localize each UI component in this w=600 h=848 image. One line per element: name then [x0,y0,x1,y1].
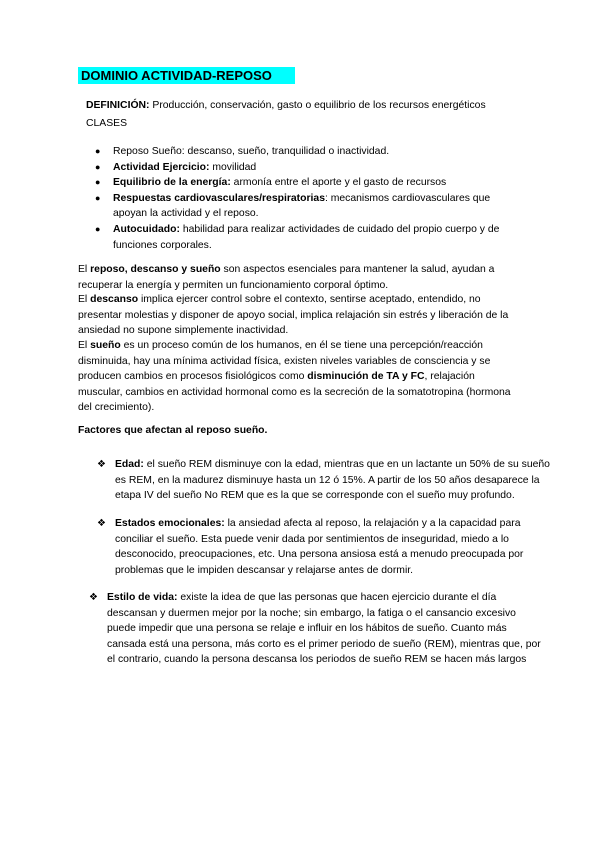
list-item: ❖ Estilo de vida: existe la idea de que las personas que hacen ejercicio durante el día descansan y duermen mejor por la noche; sin embargo, la fatiga o el cansancio excesivo puede impedir que una persona se relaje e influir en los hábitos de sueño. Cuanto más cansada está una persona, más corto es el primer periodo de sueño (REM), mientras que, por el contrario, cuando la persona descansa los periodos de sueño REM se hacen más largos [89,592,541,666]
list-item: ● Respuestas cardiovasculares/respiratorias: mecanismos cardiovasculares que apoyan la actividad y el reposo. [95,192,491,220]
paragraph-reposo: El reposo, descanso y sueño son aspectos esenciales para mantener la salud, ayudan a recuperar la energía y permiten un funcionamiento corporal óptimo. [78,264,495,291]
paragraph-descanso: El descanso implica ejercer control sobre el contexto, sentirse aceptado, entendido, no presentar molestias y disponer de apoyo social, implica relajación sin estrés y liberación de la ansiedad no supone simplemente inactividad. [78,294,509,337]
classes-list [86,144,516,253]
definition-label: DEFINICIÓN: [86,100,150,111]
factor-edad [97,457,555,504]
paragraph-sueno: El sueño es un proceso común de los humanos, en él se tiene una percepción/reacción disminuida, hay una mínima actividad física, existen niveles variables de consciencia y se producen cambios en procesos fisiológicos como disminución de TA y FC, relajación muscular, cambios en actividad hormonal como es la secreción de la somatotropina (hormona del crecimiento). [78,340,511,414]
list-item: ● Reposo Sueño: descanso, sueño, tranquilidad o inactividad. [86,144,516,160]
list-item: ● Autocuidado: habilidad para realizar actividades de cuidado del propio cuerpo y de funciones corporales. [95,223,500,251]
clases-label: CLASES [86,118,128,129]
bullet-icon: ● [95,192,101,203]
list-item: ❖ Estados emocionales: la ansiedad afecta al reposo, la relajación y a la capacidad para conciliar el sueño. Esta puede venir dada por sentimientos de inseguridad, miedo a lo desconocido, preocupaciones, etc. Una persona ansiosa está a menudo preocupada por problemas que le impiden descansar y relajarse antes de dormir. [97,518,524,576]
definition-text: Producción, conservación, gasto o equilibrio de los recursos energéticos [149,100,486,111]
list-item: ❖ Edad: el sueño REM disminuye con la edad, mientras que en un lactante un 50% de su sueño es REM, en la madurez disminuye hasta un 12 ó 15%. A partir de los 50 años desaparece la etapa IV del sueño No REM que es la que se corresponde con el sueño muy profundo. [97,459,550,502]
definition [86,98,526,114]
bullet-icon: ● [95,177,101,188]
diamond-bullet-icon: ❖ [97,518,106,529]
page-title: DOMINIO ACTIVIDAD-REPOSO [78,67,295,84]
bullet-icon: ● [95,146,101,156]
factor-estados-emocionales [97,516,555,578]
bullet-icon: ● [95,161,101,172]
factor-estilo-de-vida [89,590,547,668]
bullet-icon: ● [95,223,101,234]
list-item: ● Equilibrio de la energía: armonía entre el aporte y el gasto de recursos [86,175,516,191]
diamond-bullet-icon: ❖ [89,592,98,603]
list-item: ● Actividad Ejercicio: movilidad [86,160,516,176]
factors-heading: Factores que afectan al reposo sueño. [78,425,268,436]
diamond-bullet-icon: ❖ [97,459,106,470]
